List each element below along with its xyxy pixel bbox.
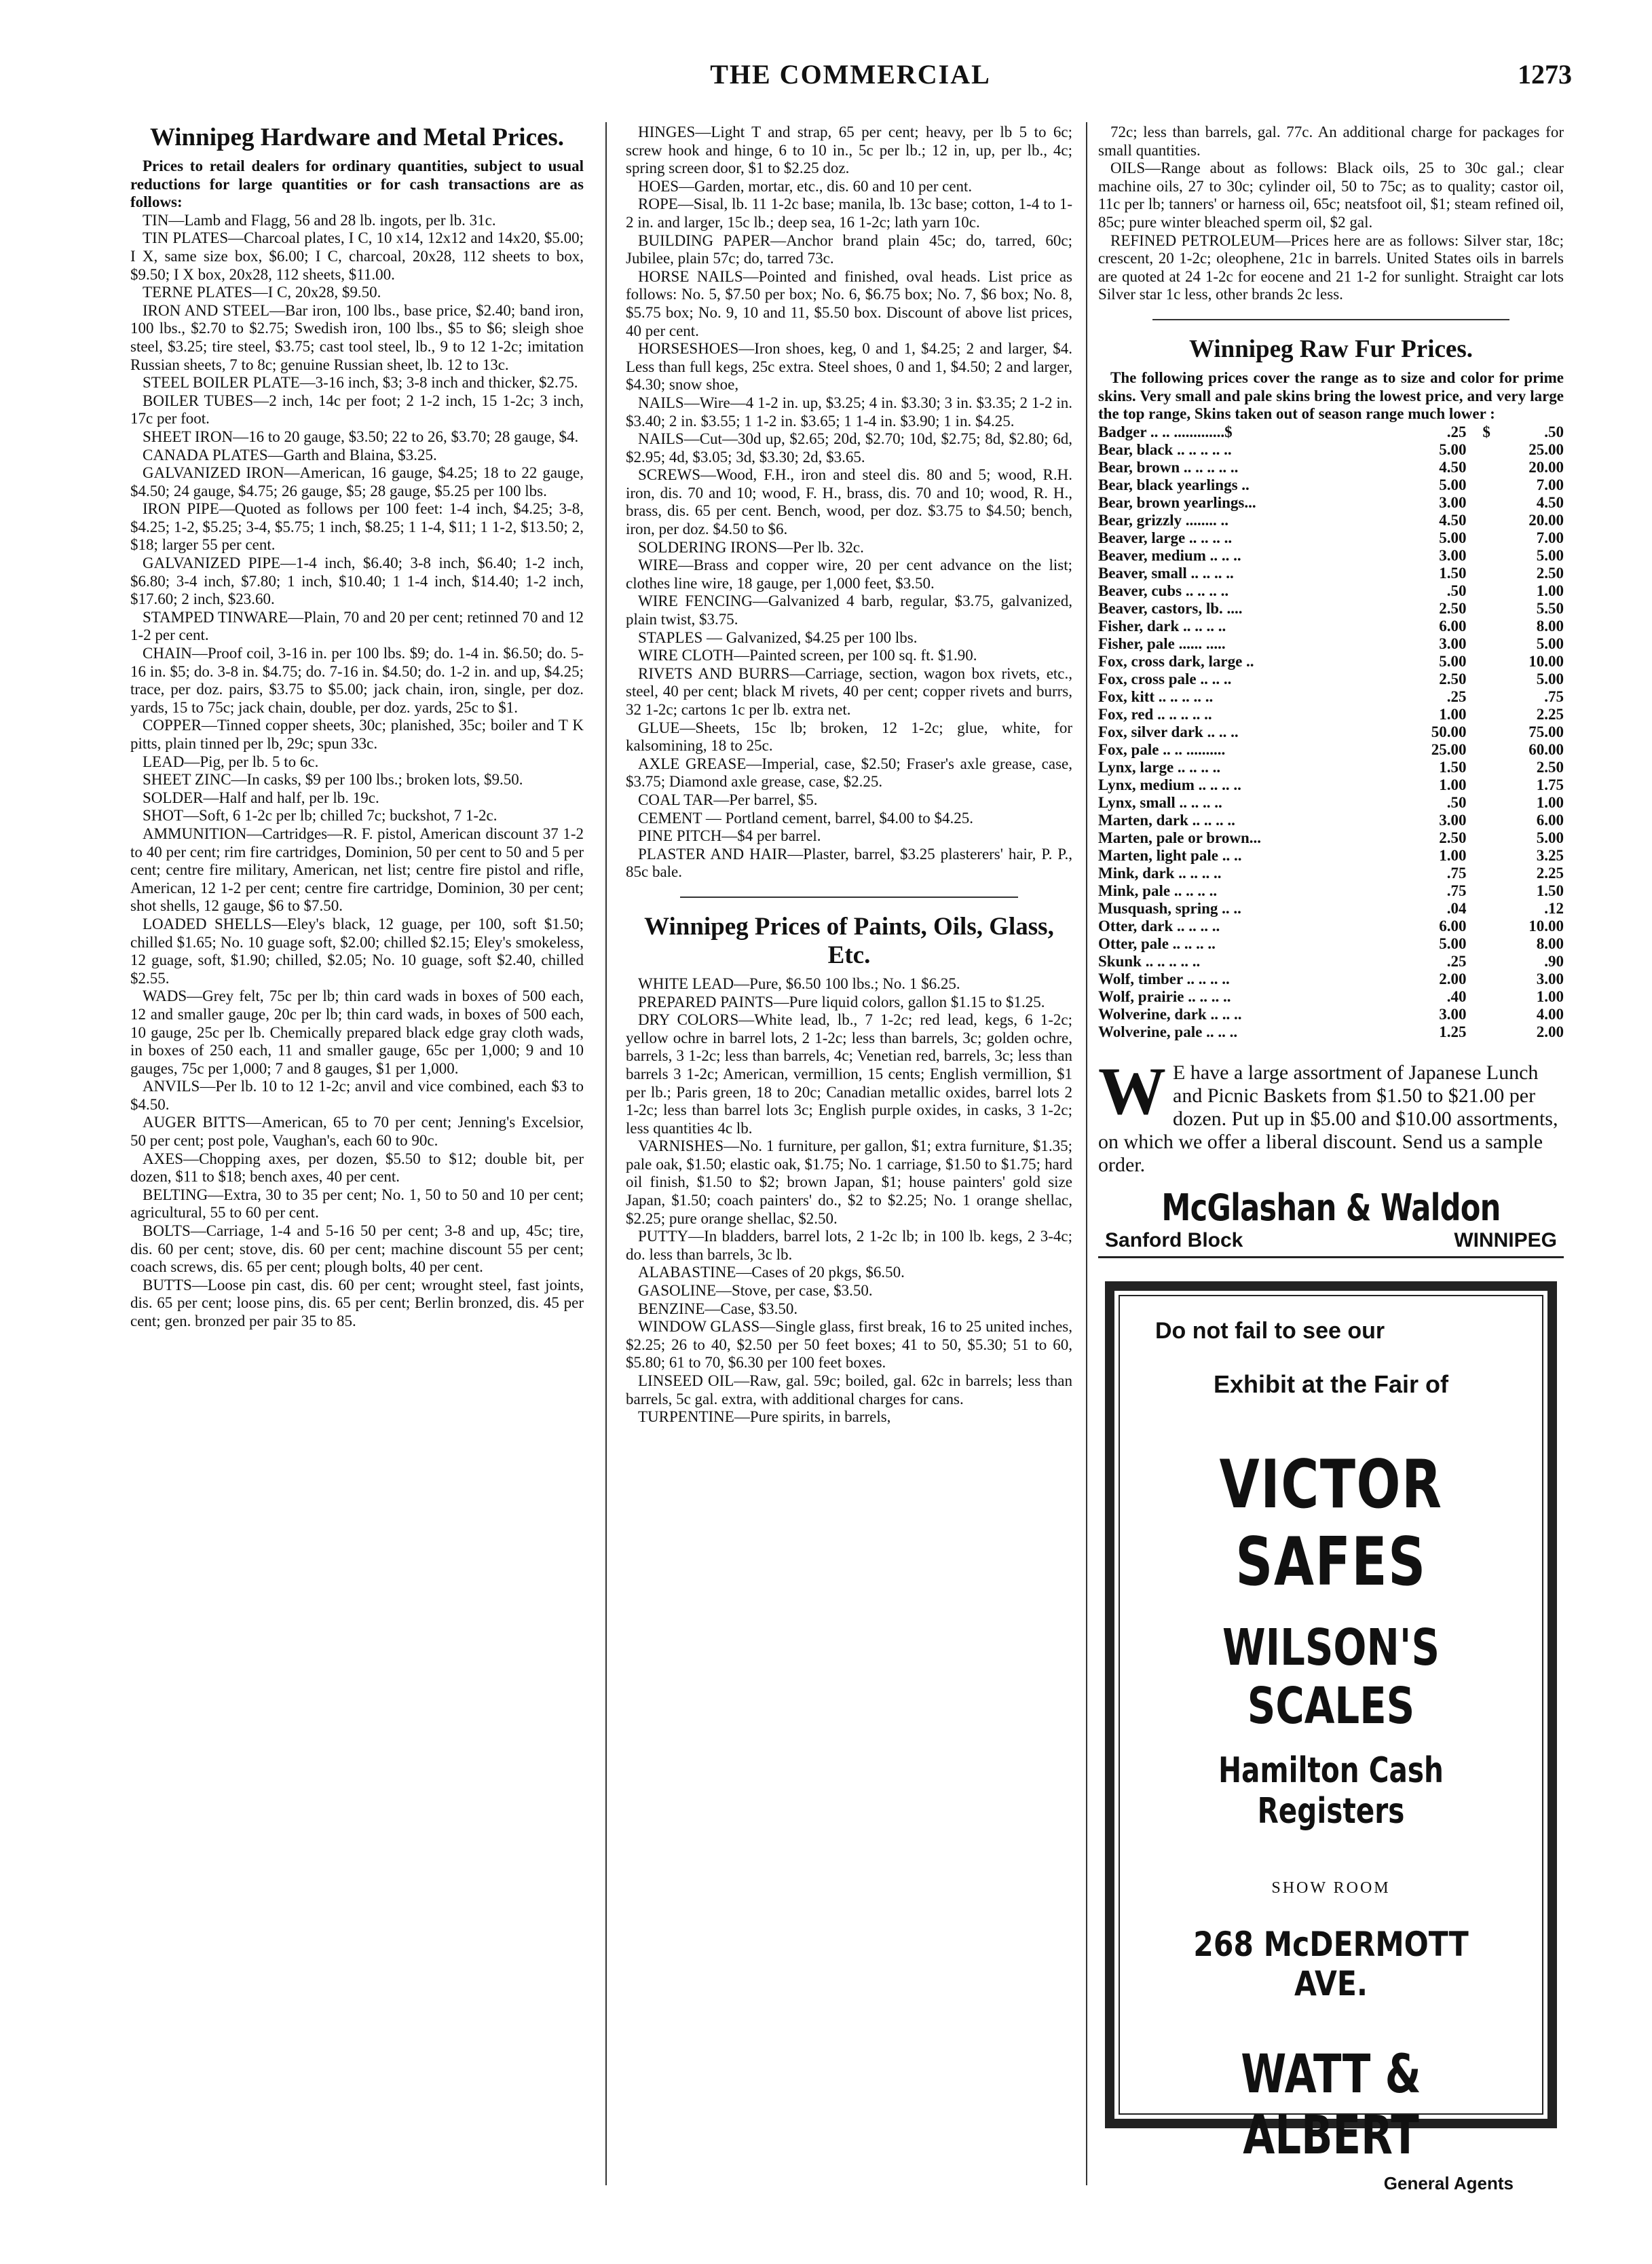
price-entry: HINGES—Light T and strap, 65 per cent; heavy, per lb 5 to 6c; screw hook and hinge, 6 to 10 in., 5c per lb.; 12 in, up, per lb., 4c; spring screen door, $1 to $2.25 doz. <box>626 124 1072 177</box>
paints-title: Winnipeg Prices of Paints, Oils, Glass, Etc. <box>644 912 1054 969</box>
fur-currency <box>1467 953 1490 970</box>
price-entry: BUTTS—Loose pin cast, dis. 60 per cent; wrought steel, fast joints, dis. 65 per cent; loose pins, dis. 65 per cent; Berlin bronzed, dis. 45 per cent; gen. bronzed per pair 35 to 85. <box>130 1276 584 1329</box>
price-entry: BUILDING PAPER—Anchor brand plain 45c; do, tarred, 60c; Jubilee, plain 57c; do, tarred 73c. <box>626 231 1072 267</box>
fur-name: Fox, kitt .. .. .. .. .. <box>1098 687 1214 705</box>
ad-line-4: WILSON'S SCALES <box>1222 1618 1440 1735</box>
fur-high-price: 1.75 <box>1536 776 1564 793</box>
fur-row <box>1098 423 1564 441</box>
fur-currency <box>1467 582 1490 600</box>
price-entry: HORSESHOES—Iron shoes, keg, 0 and 1, $4.25; 2 and larger, $4. Less than full kegs, 25c extra. Steel shoes, 0 and 1, $4.50; 2 and larger, $4.30; snow shoe, <box>626 340 1072 394</box>
fur-row <box>1098 547 1564 565</box>
mcglashan-advertisement <box>1098 1053 1564 1258</box>
fur-currency <box>1467 459 1490 476</box>
fur-low-price: .50 <box>1446 793 1467 811</box>
fur-name: Marten, pale or brown... <box>1098 829 1261 846</box>
fur-row <box>1098 953 1564 970</box>
fur-currency <box>1467 1006 1490 1023</box>
price-entry: PLASTER AND HAIR—Plaster, barrel, $3.25 plasterers' hair, P. P., 85c bale. <box>626 845 1072 881</box>
fur-row <box>1098 459 1564 476</box>
fur-row <box>1098 1023 1564 1041</box>
fur-row <box>1098 935 1564 953</box>
price-entry: BENZINE—Case, $3.50. <box>638 1300 798 1317</box>
price-entry: RIVETS AND BURRS—Carriage, section, wagon box rivets, etc., steel, 40 per cent; black M rivets, 40 per cent; copper rivets and burrs, 32 1-2c; cartons 1c per lb. extra net. <box>626 664 1072 718</box>
section-divider <box>1152 319 1509 320</box>
fur-high-price: 10.00 <box>1528 652 1564 670</box>
fur-currency <box>1467 759 1490 776</box>
price-entry: ANVILS—Per lb. 10 to 12 1-2c; anvil and vice combined, each $3 to $4.50. <box>130 1078 584 1113</box>
fur-low-price: 1.00 <box>1439 705 1467 723</box>
fur-currency <box>1467 529 1490 547</box>
price-entry: ROPE—Sisal, lb. 11 1-2c base; manila, lb. 13c base; cotton, 1-4 to 1-2 in. and larger, 15c lb.; deep sea, 16 1-2c; lath yarn 10c. <box>626 195 1072 231</box>
fur-low-price: .25 <box>1446 952 1467 970</box>
price-entry: LINSEED OIL—Raw, gal. 59c; boiled, gal. 62c in barrels; less than barrels, 5c gal. extra, with additional charges for cans. <box>626 1372 1072 1408</box>
fur-currency <box>1467 618 1490 635</box>
price-entry: VARNISHES—No. 1 furniture, per gallon, $1; extra furniture, $1.35; pale oak, $1.50; elastic oak, $1.75; No. 1 carriage, $1.50 to $1.75; hard oil finish, $1.50 to $2; brown Japan, $1; house painters' gold size Japan, $1.50; coach painters' do., $2 to $2.25; No. 1 orange shellac, $2.25; pure orange shellac, $2.50. <box>626 1137 1072 1227</box>
fur-high-price: .75 <box>1544 687 1564 705</box>
fur-name: Skunk .. .. .. .. .. <box>1098 952 1201 970</box>
price-entry: TURPENTINE—Pure spirits, in barrels, <box>638 1408 891 1426</box>
fur-high-price: 6.00 <box>1536 811 1564 829</box>
ad-line-7: 268 McDERMOTT AVE. <box>1193 1924 1469 2003</box>
fur-name: Musquash, spring .. .. <box>1098 899 1241 917</box>
fur-currency <box>1467 441 1490 459</box>
fur-name: Fox, cross pale .. .. .. <box>1098 670 1232 687</box>
fur-high-price: 5.50 <box>1536 599 1564 617</box>
fur-high-price: 7.00 <box>1536 529 1564 546</box>
fur-high-price: 1.00 <box>1536 793 1564 811</box>
price-entry: STAMPED TINWARE—Plain, 70 and 20 per cent; retinned 70 and 12 1-2 per cent. <box>130 608 584 644</box>
price-entry: SCREWS—Wood, F.H., iron and steel dis. 80 and 5; wood, R.H. iron, dis. 70 and 10; wood, F. H., brass, dis. 70 and 10; wood, R. H., brass, dis. 65 per cent. Bench, wood, per doz. $3.75 to $4.50; bench, iron, per doz. $4.50 to $6. <box>626 466 1072 538</box>
fur-high-price: 2.25 <box>1536 705 1564 723</box>
column-2 <box>626 124 1072 1427</box>
fur-currency <box>1467 1023 1490 1041</box>
fur-low-price: 5.00 <box>1439 440 1467 458</box>
ad-dropcap: W <box>1098 1053 1166 1129</box>
fur-name: Bear, black .. .. .. .. .. <box>1098 440 1232 458</box>
fur-row <box>1098 582 1564 600</box>
price-entry: STEEL BOILER PLATE—3-16 inch, $3; 3-8 inch and thicker, $2.75. <box>143 374 578 392</box>
fur-currency <box>1467 741 1490 759</box>
fur-high-price: .50 <box>1544 423 1564 440</box>
fur-high-price: 1.00 <box>1536 987 1564 1005</box>
fur-low-price: 3.00 <box>1439 811 1467 829</box>
fur-name: Badger .. .. .............$ <box>1098 423 1233 440</box>
price-entry: GASOLINE—Stove, per case, $3.50. <box>638 1282 873 1300</box>
fur-low-price: .75 <box>1446 882 1467 899</box>
fur-currency <box>1467 600 1490 618</box>
ad-line-3: VICTOR SAFES <box>1219 1446 1443 1601</box>
fur-low-price: 4.50 <box>1439 458 1467 476</box>
fur-name: Beaver, cubs .. .. .. .. <box>1098 582 1229 599</box>
fur-high-price: 20.00 <box>1528 458 1564 476</box>
fur-currency <box>1467 882 1490 900</box>
fur-row <box>1098 900 1564 918</box>
price-entry: BELTING—Extra, 30 to 35 per cent; No. 1, 50 to 50 and 10 per cent; agricultural, 55 to 60 per cent. <box>130 1186 584 1222</box>
paints-price-list <box>626 975 1072 1427</box>
fur-name: Mink, dark .. .. .. .. <box>1098 864 1222 882</box>
fur-high-price: 8.00 <box>1536 617 1564 635</box>
price-entry: GALVANIZED IRON—American, 16 gauge, $4.25; 18 to 22 gauge, $4.50; 24 gauge, $4.75; 26 gauge, $5; 28 gauge, $5.25 per 100 lbs. <box>130 464 584 499</box>
fur-price-table <box>1098 423 1564 1041</box>
fur-currency <box>1467 476 1490 494</box>
fur-low-price: 1.50 <box>1439 564 1467 582</box>
fur-low-price: 5.00 <box>1439 935 1467 952</box>
fur-row <box>1098 970 1564 988</box>
ad-line-9: General Agents <box>1383 2172 1514 2193</box>
fur-low-price: 3.00 <box>1439 493 1467 511</box>
fur-low-price: 1.50 <box>1439 758 1467 776</box>
price-entry: REFINED PETROLEUM—Prices here are as follows: Silver star, 18c; crescent, 20 1-2c; oleophene, 21c in barrels. United States oils in barrels are quoted at 24 1-2c for eocene and 21 1-2 for sunlight. Straight car lots Silver star 1c less, other brands 2c less. <box>1098 231 1564 303</box>
price-entry: SOLDERING IRONS—Per lb. 32c. <box>638 538 864 556</box>
fur-high-price: 4.50 <box>1536 493 1564 511</box>
fur-currency <box>1467 565 1490 582</box>
fur-high-price: 2.25 <box>1536 864 1564 882</box>
price-entry: BOILER TUBES—2 inch, 14c per foot; 2 1-2 inch, 15 1-2c; 3 inch, 17c per foot. <box>130 392 584 428</box>
fur-high-price: 75.00 <box>1528 723 1564 740</box>
price-entry: CHAIN—Proof coil, 3-16 in. per 100 lbs. $9; do. 1-4 in. $6.50; do. 5-16 in. $5; do. 3-8 in. $4.75; do. 7-16 in. $4.50; do. 1-2 in. and up, $4.25; trace, per doz. pairs, $3.75 to $5.00; jack chain, iron, single, per doz. yards, 15 to 75c; jack chain, double, per doz. yards, 25c to $1. <box>130 645 584 716</box>
fur-name: Beaver, small .. .. .. .. <box>1098 564 1234 582</box>
fur-row <box>1098 759 1564 776</box>
price-entry: SHOT—Soft, 6 1-2c per lb; chilled 7c; buckshot, 7 1-2c. <box>143 807 498 825</box>
fur-currency <box>1467 494 1490 512</box>
fur-currency <box>1467 900 1490 918</box>
fur-currency <box>1467 847 1490 865</box>
fur-name: Lynx, medium .. .. .. .. <box>1098 776 1241 793</box>
fur-high-price: 20.00 <box>1528 511 1564 529</box>
fur-high-price: 2.50 <box>1536 758 1564 776</box>
column-1 <box>130 124 584 1331</box>
fur-low-price: 50.00 <box>1431 723 1467 740</box>
fur-high-price: 4.00 <box>1536 1005 1564 1023</box>
fur-row <box>1098 600 1564 618</box>
fur-name: Lynx, small .. .. .. .. <box>1098 793 1222 811</box>
publication-title: THE COMMERCIAL <box>710 59 991 90</box>
ad-line-1: Do not fail to see our <box>1155 1317 1385 1344</box>
fur-low-price: 3.00 <box>1439 635 1467 652</box>
furs-intro: The following prices cover the range as to size and color for prime skins. Very small and pale skins bring the lowest price, and very large the top range, Skins taken out of season range much lower : <box>1098 369 1564 423</box>
price-entry: WHITE LEAD—Pure, $6.50 100 lbs.; No. 1 $6.25. <box>638 975 960 992</box>
fur-currency <box>1467 706 1490 723</box>
fur-low-price: 2.50 <box>1439 829 1467 846</box>
price-entry: OILS—Range about as follows: Black oils, 25 to 30c gal.; clear machine oils, 27 to 30c; cylinder oil, 50 to 75c; as to quality; castor oil, 11c per lb; tanners' or harness oil, 65c; neatsfoot oil, $1; steam refined oil, 85c; pure winter bleached sperm oil, $2 gal. <box>1098 159 1564 231</box>
fur-name: Otter, pale .. .. .. .. <box>1098 935 1216 952</box>
fur-row <box>1098 565 1564 582</box>
fur-low-price: .50 <box>1446 582 1467 599</box>
fur-low-price: 1.25 <box>1439 1023 1467 1040</box>
fur-currency <box>1467 829 1490 847</box>
fur-high-price: 10.00 <box>1528 917 1564 935</box>
price-entry: AMMUNITION—Cartridges—R. F. pistol, American discount 37 1-2 to 40 per cent; rim fire cartridges, Dominion, 50 per cent to 50 and 5 per cent; centre fire military, American, net list; centre fire pistol and rifle, American, 12 1-2 per cent; centre fire cartridge, Dominion, 30 per cent; shot shells, 12 gauge, $6 to $7.50. <box>130 825 584 915</box>
price-entry: GLUE—Sheets, 15c lb; broken, 12 1-2c; glue, white, for kalsomining, 18 to 25c. <box>626 719 1072 755</box>
fur-name: Beaver, medium .. .. .. <box>1098 546 1241 564</box>
ad-text: E have a large assortment of Japanese Lunch and Picnic Baskets from $1.50 to $21.00 per dozen. Put up in $5.00 and $10.00 assortments, on which we offer a liberal discount. Send us a sample order. <box>1098 1061 1558 1176</box>
fur-low-price: 3.00 <box>1439 1005 1467 1023</box>
advertiser-address <box>1098 1229 1564 1258</box>
fur-row <box>1098 653 1564 671</box>
fur-low-price: 3.00 <box>1439 546 1467 564</box>
fur-row <box>1098 847 1564 865</box>
fur-name: Bear, brown yearlings... <box>1098 493 1256 511</box>
fur-row <box>1098 829 1564 847</box>
price-entry: PINE PITCH—$4 per barrel. <box>638 827 821 845</box>
hardware-price-list <box>130 212 584 1331</box>
price-entry: WIRE FENCING—Galvanized 4 barb, regular, $3.75, galvanized, plain twist, $3.75. <box>626 592 1072 628</box>
fur-low-price: .75 <box>1446 864 1467 882</box>
fur-row <box>1098 635 1564 653</box>
fur-currency <box>1467 723 1490 741</box>
fur-currency <box>1467 671 1490 688</box>
address-right: WINNIPEG <box>1454 1228 1557 1251</box>
fur-low-price: 5.00 <box>1439 529 1467 546</box>
fur-high-price: 25.00 <box>1528 440 1564 458</box>
fur-currency <box>1467 653 1490 671</box>
fur-name: Wolf, timber .. .. .. .. <box>1098 970 1230 987</box>
fur-currency <box>1467 776 1490 794</box>
fur-low-price: 4.50 <box>1439 511 1467 529</box>
fur-high-price: 2.00 <box>1536 1023 1564 1040</box>
fur-name: Lynx, large .. .. .. .. <box>1098 758 1221 776</box>
ad-line-6: SHOW ROOM <box>1271 1879 1391 1897</box>
fur-currency <box>1467 865 1490 882</box>
fur-name: Fox, cross dark, large .. <box>1098 652 1254 670</box>
fur-high-price: 5.00 <box>1536 546 1564 564</box>
fur-low-price: .25 <box>1446 687 1467 705</box>
fur-name: Wolf, prairie .. .. .. .. <box>1098 987 1231 1005</box>
column-divider <box>1086 122 1087 2185</box>
fur-row <box>1098 918 1564 935</box>
fur-low-price: .25 <box>1446 423 1467 440</box>
fur-row <box>1098 988 1564 1006</box>
fur-row <box>1098 476 1564 494</box>
fur-row <box>1098 706 1564 723</box>
price-entry: CANADA PLATES—Garth and Blaina, $3.25. <box>143 446 437 464</box>
ad-body <box>1098 1053 1564 1177</box>
fur-row <box>1098 723 1564 741</box>
fur-row <box>1098 741 1564 759</box>
fur-low-price: 6.00 <box>1439 617 1467 635</box>
fur-name: Bear, grizzly ........ .. <box>1098 511 1229 529</box>
fur-high-price: 8.00 <box>1536 935 1564 952</box>
price-entry: HOES—Garden, mortar, etc., dis. 60 and 10 per cent. <box>638 177 973 195</box>
fur-low-price: 6.00 <box>1439 917 1467 935</box>
price-entry: NAILS—Cut—30d up, $2.65; 20d, $2.70; 10d, $2.75; 8d, $2.80; 6d, $2.95; 4d, $3.05; 3d, $3.30; 2d, $3.65. <box>626 430 1072 466</box>
fur-row <box>1098 512 1564 529</box>
fur-name: Fisher, dark .. .. .. .. <box>1098 617 1226 635</box>
fur-name: Wolverine, dark .. .. .. <box>1098 1005 1242 1023</box>
fur-high-price: 3.25 <box>1536 846 1564 864</box>
fur-currency <box>1467 812 1490 829</box>
price-entry: WADS—Grey felt, 75c per lb; thin card wads in boxes of 500 each, 12 and smaller gauge, 20c per lb; thin card wads, in boxes of 500 each, 10 gauge, 25c per lb. Chemically prepared black edge gray cloth wads, in boxes of 250 each, 11 and smaller gauge, 65c per 1,000; 9 and 10 gauges, 75c per 1,000; 7 and 8 gauges, $1 per 1,000. <box>130 987 584 1077</box>
fur-low-price: 1.00 <box>1439 846 1467 864</box>
victor-safes-advertisement <box>1105 1281 1557 2193</box>
fur-high-price: 2.50 <box>1536 564 1564 582</box>
ad-line-2: Exhibit at the Fair of <box>1213 1370 1449 1398</box>
fur-row <box>1098 671 1564 688</box>
price-entry: COPPER—Tinned copper sheets, 30c; planished, 35c; boiler and T K pitts, plain tinned per lb, 29c; spun 33c. <box>130 717 584 752</box>
furs-title: Winnipeg Raw Fur Prices. <box>1189 335 1473 363</box>
fur-low-price: 5.00 <box>1439 652 1467 670</box>
fur-name: Marten, dark .. .. .. .. <box>1098 811 1235 829</box>
page-header <box>129 58 1572 99</box>
fur-low-price: 25.00 <box>1431 740 1467 758</box>
fur-row <box>1098 1006 1564 1023</box>
fur-row <box>1098 776 1564 794</box>
price-entry: PREPARED PAINTS—Pure liquid colors, gallon $1.15 to $1.25. <box>638 993 1045 1011</box>
column-divider <box>605 122 607 2185</box>
fur-currency <box>1467 688 1490 706</box>
ad-line-5: Hamilton Cash Registers <box>1218 1750 1444 1832</box>
page-number: 1273 <box>1518 59 1572 90</box>
fur-row <box>1098 882 1564 900</box>
address-left: Sanford Block <box>1105 1228 1243 1251</box>
price-entry: 72c; less than barrels, gal. 77c. An additional charge for packages for small quantities. <box>1098 124 1564 159</box>
fur-currency <box>1467 918 1490 935</box>
fur-high-price: 1.00 <box>1536 582 1564 599</box>
price-entry: DRY COLORS—White lead, lb., 7 1-2c; red lead, kegs, 6 1-2c; yellow ochre in barrel lots, 2 1-2c; less than barrels, 3c; golden ochre, barrels, 3 1-2c; less than barrels, 4c; Venetian red, barrels, 3c; less than barrels 3 1-2c; American, vermillion, 15 cents; English vermillion, $1 per lb.; Paris green, 18 to 20c; Canadian metallic oxides, barrel lots 2 1-2c; less than barrel lots 3c; English purple oxides, in casks, 3 1-2c; less quantities 4c lb. <box>626 1011 1072 1137</box>
fur-row <box>1098 812 1564 829</box>
price-entry: WINDOW GLASS—Single glass, first break, 16 to 25 united inches, $2.25; 26 to 40, $2.50 per 50 feet boxes; 41 to 50, $5.30; 51 to 60, $5.80; 61 to 70, $6.30 per 100 feet boxes. <box>626 1318 1072 1372</box>
fur-name: Marten, light pale .. .. <box>1098 846 1242 864</box>
price-entry: LOADED SHELLS—Eley's black, 12 guage, per 100, soft $1.50; chilled $1.65; No. 10 guage soft, $2.00; chilled $2.15; Eley's smokeless, 12 guage, soft, $1.90; chilled, $2.05; No. 10 guage, soft $2.40, chilled $2.55. <box>130 915 584 987</box>
price-entry: SHEET ZINC—In casks, $9 per 100 lbs.; broken lots, $9.50. <box>143 771 523 789</box>
fur-row <box>1098 865 1564 882</box>
price-entry: IRON AND STEEL—Bar iron, 100 lbs., base price, $2.40; band iron, 100 lbs., $2.70 to $2.75; Swedish iron, 100 lbs., $5 to $6; sleigh shoe steel, $3.25; tire steel, $3.75; cast tool steel, lb., 9 to 12 1-2c; imitation Russian sheets, 7 to 8c; genuine Russian sheet, lb. 12 to 13c. <box>130 301 584 373</box>
fur-low-price: .04 <box>1446 899 1467 917</box>
section-divider <box>680 897 1018 898</box>
fur-currency <box>1467 988 1490 1006</box>
fur-high-price: 60.00 <box>1528 740 1564 758</box>
price-entry: IRON PIPE—Quoted as follows per 100 feet: 1-4 inch, $4.25; 3-8, $4.25; 1-2, $5.25; 3-4, $5.75; 1 inch, $8.25; 1 1-4, $11; 1 1-2, $13.50; 2, $18; larger 55 per cent. <box>130 500 584 554</box>
fur-currency <box>1467 547 1490 565</box>
paints-price-list-continued <box>1098 124 1564 304</box>
fur-name: Fox, pale .. .. .......... <box>1098 740 1226 758</box>
price-entry: TERNE PLATES—I C, 20x28, $9.50. <box>143 284 381 301</box>
fur-row <box>1098 688 1564 706</box>
fur-name: Wolverine, pale .. .. .. <box>1098 1023 1238 1040</box>
fur-currency <box>1467 512 1490 529</box>
price-entry: ALABASTINE—Cases of 20 pkgs, $6.50. <box>638 1264 905 1281</box>
fur-name: Beaver, large .. .. .. .. <box>1098 529 1233 546</box>
fur-row <box>1098 494 1564 512</box>
price-entry: HORSE NAILS—Pointed and finished, oval heads. List price as follows: No. 5, $7.50 per box; No. 6, $6.75 box; No. 7, $6 box; No. 8, $5.75 box; No. 9, 10 and 11, $5.50 box. Discount of above list prices, 40 per cent. <box>626 267 1072 339</box>
price-entry: WIRE—Brass and copper wire, 20 per cent advance on the list; clothes line wire, 18 gauge, per 1,000 feet, $3.50. <box>626 556 1072 592</box>
price-entry: AXLE GREASE—Imperial, case, $2.50; Fraser's axle grease, case, $3.75; Diamond axle grease, case, $2.25. <box>626 755 1072 791</box>
price-entry: CEMENT — Portland cement, barrel, $4.00 to $4.25. <box>638 809 973 827</box>
fur-high-price: 5.00 <box>1536 829 1564 846</box>
fur-row <box>1098 618 1564 635</box>
fur-high-price: 5.00 <box>1536 635 1564 652</box>
fur-name: Fox, red .. .. .. .. .. <box>1098 705 1212 723</box>
fur-low-price: 2.50 <box>1439 670 1467 687</box>
fur-currency <box>1467 970 1490 988</box>
price-entry: NAILS—Wire—4 1-2 in. up, $3.25; 4 in. $3.30; 3 in. $3.35; 2 1-2 in. $3.40; 2 in. $3.55; 1 1-2 in. $3.65; 1 1-4 in. $3.90; 1 in. $4.25. <box>626 394 1072 430</box>
fur-low-price: 1.00 <box>1439 776 1467 793</box>
fur-name: Mink, pale .. .. .. .. <box>1098 882 1218 899</box>
ad-line-8: WATT & ALBERT <box>1241 2043 1421 2166</box>
price-entry: AUGER BITTS—American, 65 to 70 per cent; Jenning's Excelsior, 50 per cent; post pole, Vaughan's, each 60 to 90c. <box>130 1114 584 1150</box>
price-entry: PUTTY—In bladders, barrel lots, 2 1-2c lb; in 100 lb. kegs, 2 3-4c; do. less than barrels, 3c lb. <box>626 1228 1072 1263</box>
fur-high-price: .12 <box>1544 899 1564 917</box>
price-entry: AXES—Chopping axes, per dozen, $5.50 to $12; double bit, per dozen, $11 to $18; bench axes, 40 per cent. <box>130 1150 584 1186</box>
fur-name: Bear, black yearlings .. <box>1098 476 1250 493</box>
price-entry: COAL TAR—Per barrel, $5. <box>638 791 818 808</box>
fur-currency <box>1467 794 1490 812</box>
price-entry: SOLDER—Half and half, per lb. 19c. <box>143 789 379 806</box>
price-entry: GALVANIZED PIPE—1-4 inch, $6.40; 3-8 inch, $6.40; 1-2 inch, $6.80; 3-4 inch, $7.80; 1 inch, $10.40; 1 1-4 inch, $14.40; 1-2 inch, $17.60; 2 inch, $23.60. <box>130 554 584 608</box>
fur-high-price: 1.50 <box>1536 882 1564 899</box>
fur-name: Fisher, pale ...... ..... <box>1098 635 1226 652</box>
fur-high-price: .90 <box>1544 952 1564 970</box>
fur-name: Fox, silver dark .. .. .. <box>1098 723 1239 740</box>
fur-low-price: .40 <box>1446 987 1467 1005</box>
hardware-intro: Prices to retail dealers for ordinary quantities, subject to usual reductions for large quantities or for cash transactions are as follows: <box>130 157 584 211</box>
price-entry: WIRE CLOTH—Painted screen, per 100 sq. ft. $1.90. <box>638 647 977 664</box>
price-entry: SHEET IRON—16 to 20 gauge, $3.50; 22 to 26, $3.70; 28 gauge, $4. <box>143 428 579 445</box>
fur-currency: $ <box>1482 423 1490 440</box>
fur-name: Beaver, castors, lb. .... <box>1098 599 1243 617</box>
price-entry: LEAD—Pig, per lb. 5 to 6c. <box>143 753 319 770</box>
fur-high-price: 7.00 <box>1536 476 1564 493</box>
fur-low-price: 2.50 <box>1439 599 1467 617</box>
fur-row <box>1098 441 1564 459</box>
fur-low-price: 2.00 <box>1439 970 1467 987</box>
fur-row <box>1098 529 1564 547</box>
hardware-title: Winnipeg Hardware and Metal Prices. <box>149 124 565 151</box>
fur-name: Otter, dark .. .. .. .. <box>1098 917 1220 935</box>
fur-high-price: 5.00 <box>1536 670 1564 687</box>
price-entry: STAPLES — Galvanized, $4.25 per 100 lbs. <box>638 628 918 646</box>
fur-currency <box>1467 635 1490 653</box>
price-entry: TIN PLATES—Charcoal plates, I C, 10 x14, 12x12 and 14x20, $5.00; I X, same size box, $6.00; I C, charcoal, 20x28, 112 sheets to box, $9.50; I X box, 20x28, 112 sheets, $11.00. <box>130 229 584 283</box>
advertiser-name: McGlashan & Waldon <box>1161 1186 1501 1229</box>
fur-row <box>1098 794 1564 812</box>
hardware-price-list-continued <box>626 124 1072 882</box>
price-entry: BOLTS—Carriage, 1-4 and 5-16 50 per cent; 3-8 and up, 45c; tire, dis. 60 per cent; stove, dis. 60 per cent; machine discount 55 per cent; coach screws, dis. 65 per cent; plough bolts, 40 per cent. <box>130 1222 584 1276</box>
fur-low-price: 5.00 <box>1439 476 1467 493</box>
price-entry: TIN—Lamb and Flagg, 56 and 28 lb. ingots, per lb. 31c. <box>143 211 496 229</box>
fur-currency <box>1467 935 1490 953</box>
fur-name: Bear, brown .. .. .. .. .. <box>1098 458 1239 476</box>
fur-high-price: 3.00 <box>1536 970 1564 987</box>
column-3 <box>1098 124 1564 2193</box>
